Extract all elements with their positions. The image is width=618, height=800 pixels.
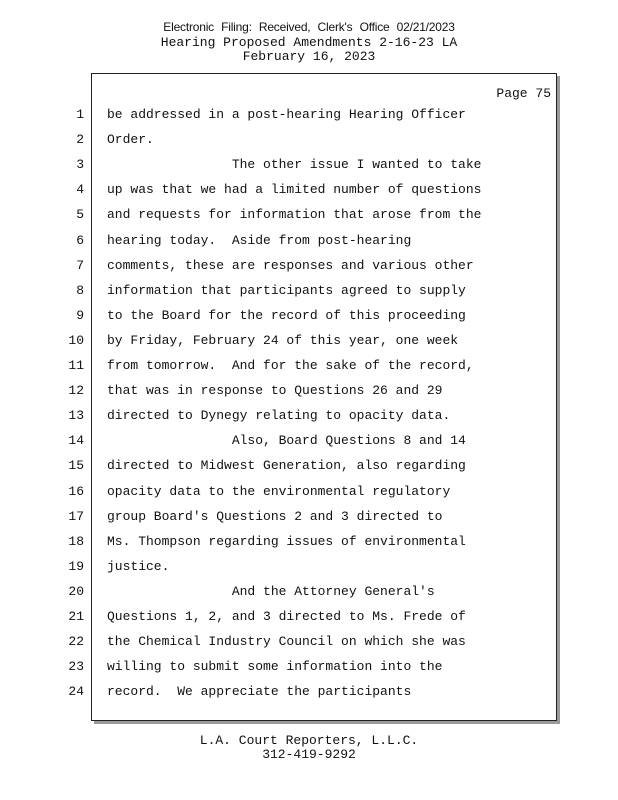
- line-number: 17: [68, 508, 84, 524]
- line-text: group Board's Questions 2 and 3 directed to: [107, 508, 443, 524]
- line-text: hearing today. Aside from post-hearing: [107, 232, 412, 248]
- line-number: 8: [76, 282, 84, 298]
- line-number: 14: [68, 433, 84, 449]
- line-text: Order.: [107, 132, 154, 148]
- line-text: information that participants agreed to supply: [107, 282, 466, 298]
- line-number: 7: [76, 257, 84, 273]
- line-text: justice.: [107, 558, 170, 574]
- line-number: 6: [76, 232, 84, 248]
- line-number: 5: [76, 207, 84, 223]
- line-number: 10: [68, 332, 84, 348]
- line-number: 3: [76, 157, 84, 173]
- line-number: 19: [68, 558, 84, 574]
- line-text: to the Board for the record of this proceeding: [107, 307, 466, 323]
- line-text: the Chemical Industry Council on which she was: [107, 634, 466, 650]
- line-number: 21: [68, 609, 84, 624]
- line-text: Questions 1, 2, and 3 directed to Ms. Frede of: [107, 609, 466, 624]
- line-text: comments, these are responses and various other: [107, 257, 474, 273]
- line-number: 2: [76, 132, 84, 148]
- line-number: 12: [68, 383, 84, 399]
- line-text: willing to submit some information into the: [107, 659, 443, 675]
- page-number: Page 75: [496, 86, 551, 101]
- line-text: Also, Board Questions 8 and 14: [107, 433, 466, 449]
- line-text: that was in response to Questions 26 and 29: [107, 383, 443, 399]
- line-number: 24: [68, 684, 84, 700]
- line-number: 9: [76, 307, 84, 323]
- line-text: and requests for information that arose from the: [107, 207, 482, 223]
- line-text: up was that we had a limited number of questions: [107, 182, 482, 198]
- line-text: record. We appreciate the participants: [107, 684, 412, 700]
- line-number: 18: [68, 533, 84, 549]
- line-text: Ms. Thompson regarding issues of environmental: [107, 533, 466, 549]
- line-number: 22: [68, 634, 84, 650]
- line-number: 13: [68, 408, 84, 424]
- line-number: 23: [68, 659, 84, 675]
- line-number: 16: [68, 483, 84, 499]
- line-text: directed to Dynegy relating to opacity data.: [107, 408, 451, 424]
- line-text: be addressed in a post-hearing Hearing Officer: [107, 107, 466, 122]
- filing-stamp: Electronic Filing: Received, Clerk's Office 02/21/2023: [163, 20, 455, 34]
- line-text: by Friday, February 24 of this year, one week: [107, 332, 459, 348]
- line-text: directed to Midwest Generation, also regarding: [107, 458, 466, 474]
- line-text: And the Attorney General's: [107, 583, 435, 599]
- line-text: The other issue I wanted to take: [107, 157, 482, 173]
- line-number: 11: [68, 358, 84, 373]
- transcript-title: Hearing Proposed Amendments 2-16-23 LA: [160, 35, 458, 50]
- line-number: 1: [76, 107, 84, 122]
- line-number: 20: [68, 583, 84, 599]
- reporter-phone: 312-419-9292: [262, 747, 356, 762]
- line-number: 15: [68, 458, 84, 474]
- line-text: opacity data to the environmental regulatory: [107, 483, 451, 499]
- line-number: 4: [76, 182, 84, 198]
- line-text: from tomorrow. And for the sake of the record,: [107, 358, 474, 373]
- reporter-company: L.A. Court Reporters, L.L.C.: [199, 733, 419, 748]
- transcript-date: February 16, 2023: [242, 49, 376, 64]
